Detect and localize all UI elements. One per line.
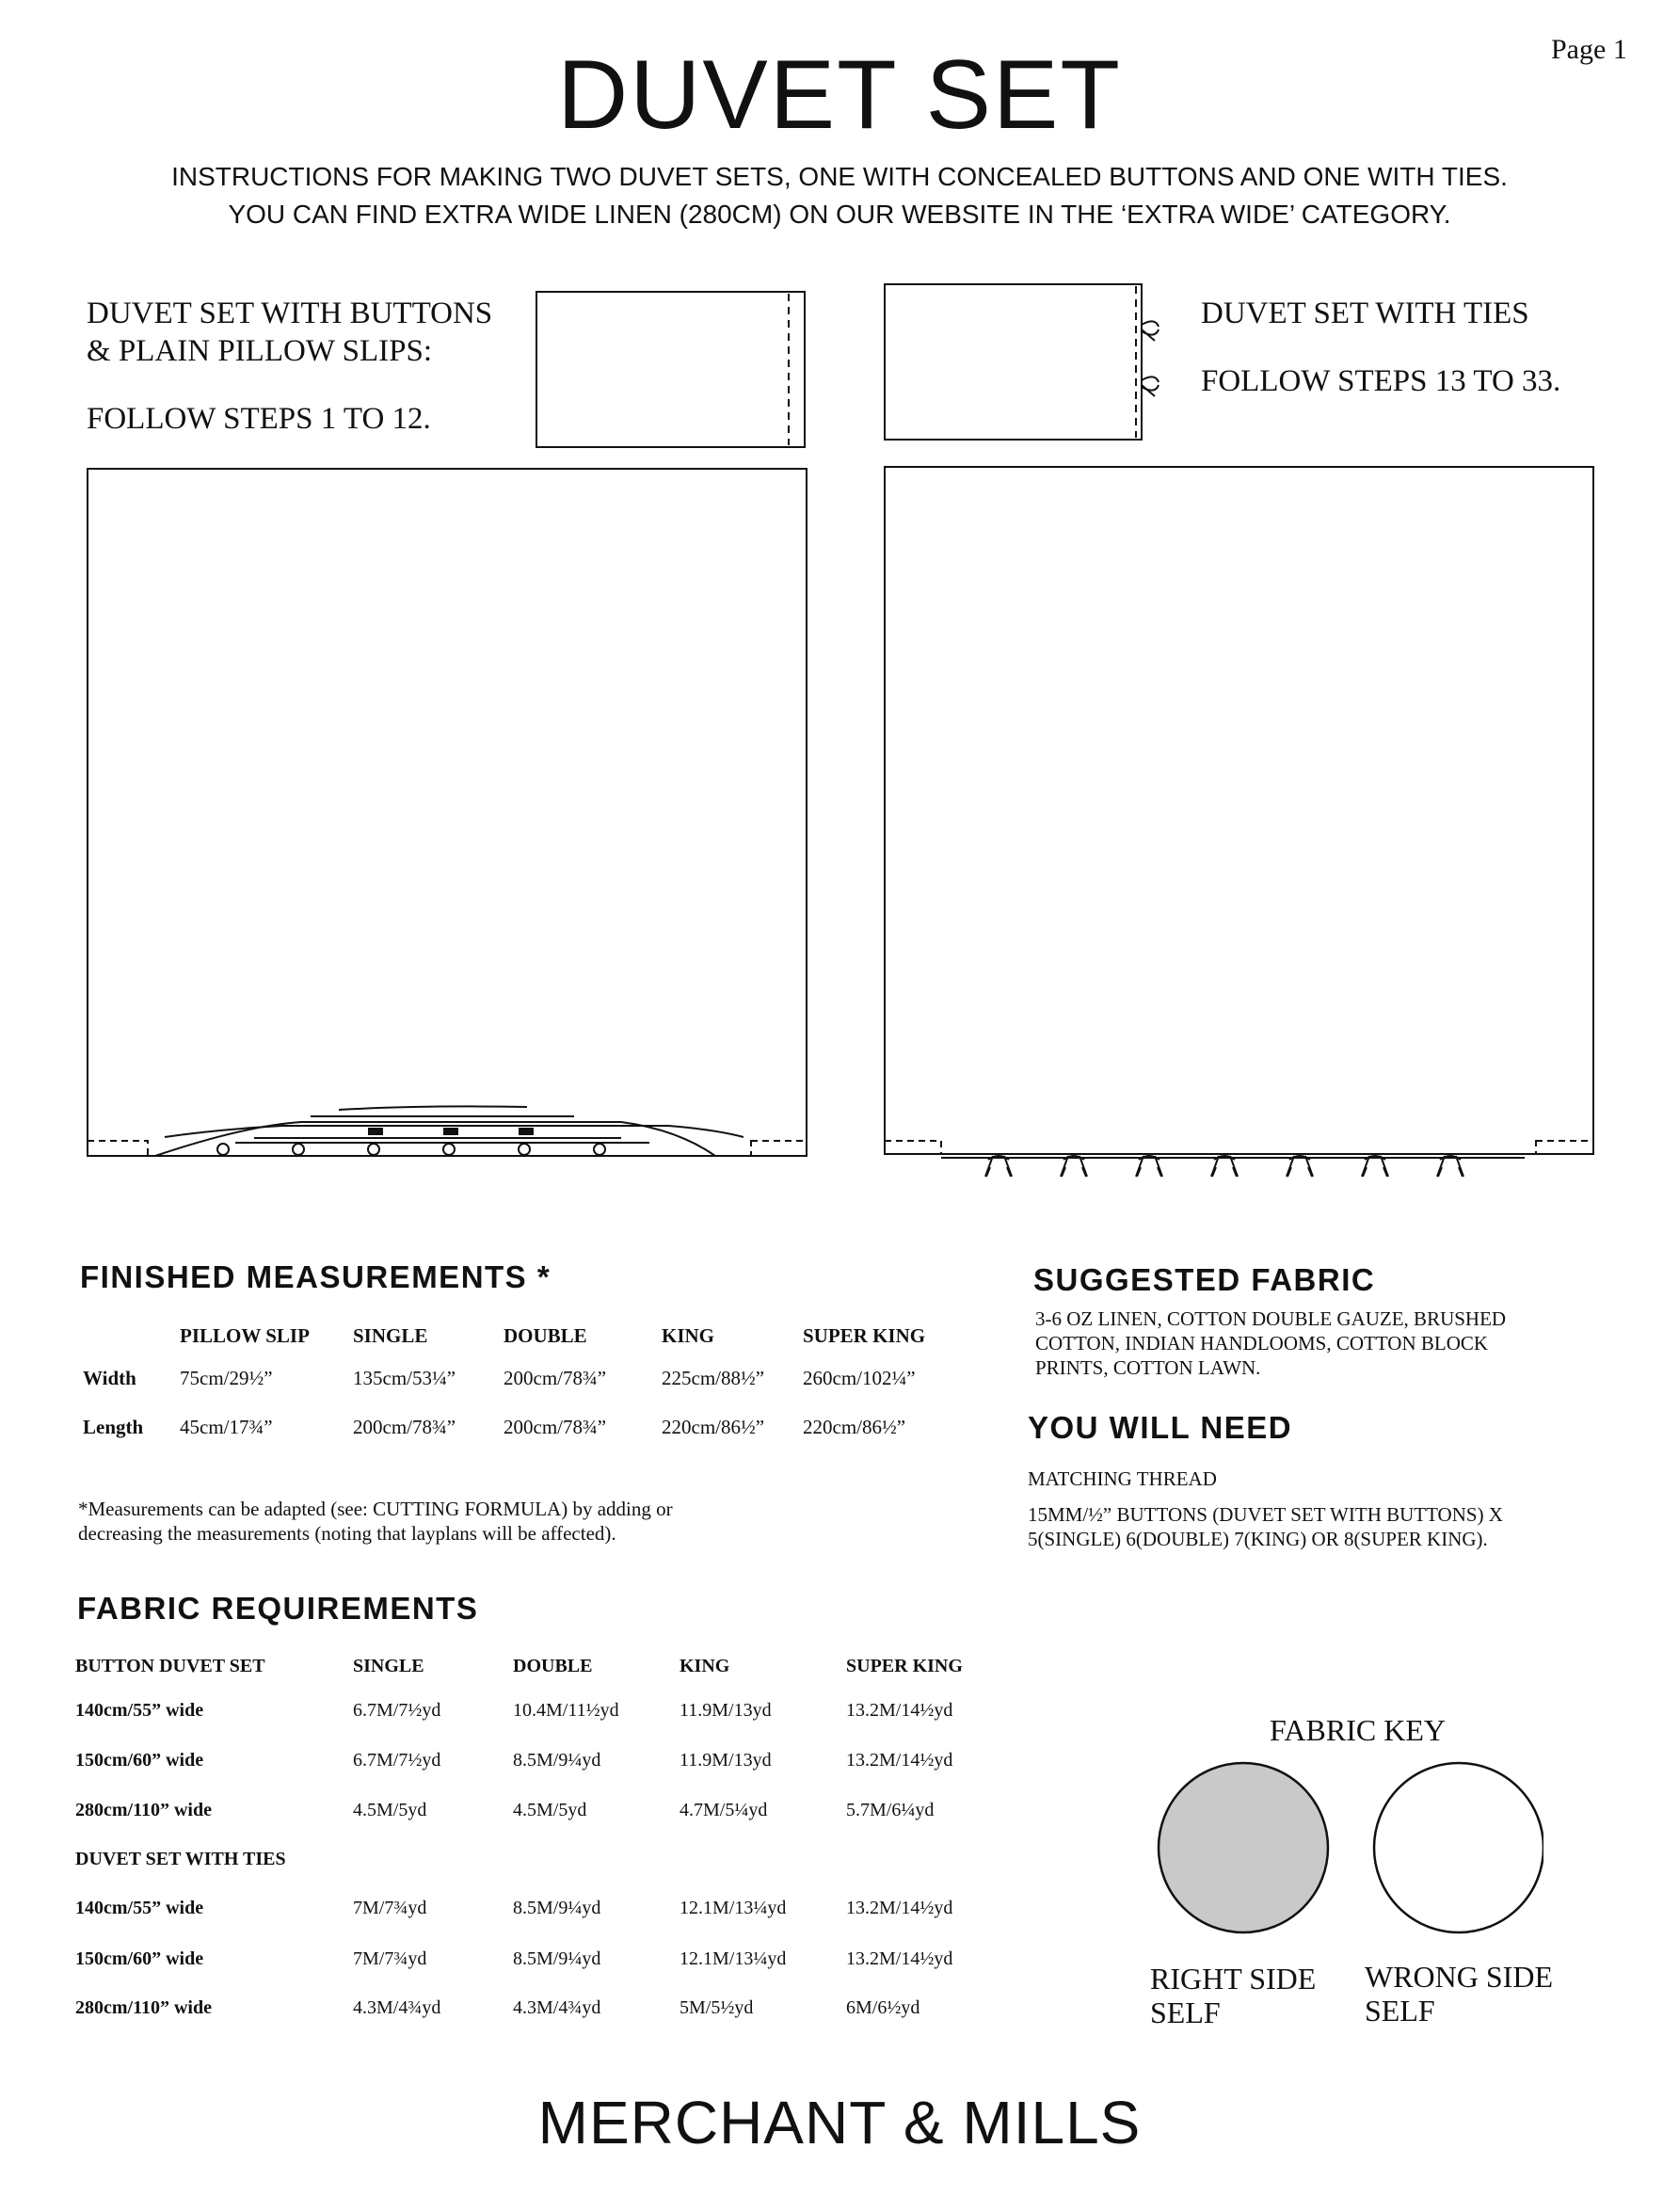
col-single: SINGLE bbox=[353, 1323, 428, 1347]
button-set-line-2: & PLAIN PILLOW SLIPS: bbox=[87, 334, 432, 368]
finished-measurements-heading: FINISHED MEASUREMENTS * bbox=[80, 1259, 552, 1294]
table-row bbox=[75, 1785, 997, 1835]
table-cell: 7M/7¾yd bbox=[353, 1897, 427, 1918]
duvet-buttons-diagram bbox=[88, 469, 807, 1156]
fabric-key-swatches bbox=[1148, 1755, 1543, 1943]
row-label: 280cm/110” wide bbox=[75, 1996, 212, 2018]
table-row bbox=[75, 1883, 997, 1933]
table-cell: 8.5M/9¼yd bbox=[513, 1749, 601, 1771]
table-cell: 220cm/86½” bbox=[662, 1415, 765, 1438]
table-cell: 11.9M/13yd bbox=[680, 1749, 772, 1771]
table-cell: 200cm/78¾” bbox=[504, 1366, 607, 1389]
table-cell: 12.1M/13¼yd bbox=[680, 1948, 787, 1969]
intro-line-2: YOU CAN FIND EXTRA WIDE LINEN (280CM) ON OUR WEBSITE IN THE ‘EXTRA WIDE’ CATEGORY. bbox=[228, 200, 1451, 229]
right-side-label bbox=[1150, 1962, 1316, 2029]
brand-footer: MERCHANT & MILLS bbox=[537, 2089, 1142, 2156]
col-single: SINGLE bbox=[353, 1655, 424, 1676]
pillow-slip-ties-diagram bbox=[885, 284, 1159, 440]
suggested-fabric-line-1: 3-6 OZ LINEN, COTTON DOUBLE GAUZE, BRUSHED bbox=[1035, 1307, 1507, 1330]
col-king: KING bbox=[680, 1655, 730, 1676]
table-cell: 45cm/17¾” bbox=[180, 1415, 273, 1438]
table-cell: 8.5M/9¼yd bbox=[513, 1897, 601, 1918]
you-will-need-heading: YOU WILL NEED bbox=[1028, 1410, 1293, 1445]
duvet-ties-diagram bbox=[885, 467, 1593, 1177]
row-label-length: Length bbox=[83, 1415, 144, 1438]
table-cell: 6M/6½yd bbox=[846, 1996, 920, 2018]
table-cell: 200cm/78¾” bbox=[504, 1415, 607, 1438]
col-double: DOUBLE bbox=[513, 1655, 593, 1676]
wrong-side-swatch-icon bbox=[1374, 1763, 1543, 1932]
table-cell: 75cm/29½” bbox=[180, 1366, 273, 1389]
measurements-table bbox=[83, 1318, 935, 1451]
row-label: 280cm/110” wide bbox=[75, 1799, 212, 1820]
row-label-width: Width bbox=[83, 1366, 136, 1389]
you-will-need-item-buttons bbox=[1028, 1502, 1503, 1551]
page-title: DUVET SET bbox=[557, 40, 1122, 150]
table-cell: 4.3M/4¾yd bbox=[353, 1996, 441, 2018]
table-cell: 8.5M/9¼yd bbox=[513, 1948, 601, 1969]
wrong-side-line-1: WRONG SIDE bbox=[1365, 1960, 1553, 1994]
table-row bbox=[75, 1736, 997, 1785]
right-side-line-1: RIGHT SIDE bbox=[1150, 1962, 1317, 1996]
col-king: KING bbox=[662, 1323, 715, 1347]
wrong-side-line-2: SELF bbox=[1365, 1994, 1435, 2028]
suggested-fabric-heading: SUGGESTED FABRIC bbox=[1033, 1262, 1376, 1297]
buttons-line-1: 15MM/½” BUTTONS (DUVET SET WITH BUTTONS) X bbox=[1028, 1503, 1503, 1526]
fabric-requirements-table bbox=[75, 1647, 997, 2031]
row-label: 140cm/55” wide bbox=[75, 1699, 204, 1721]
table-row bbox=[83, 1403, 935, 1451]
table-cell: 6.7M/7½yd bbox=[353, 1699, 441, 1721]
table-cell: 13.2M/14½yd bbox=[846, 1948, 953, 1969]
col-pillow-slip: PILLOW SLIP bbox=[180, 1323, 310, 1347]
table-cell: 5.7M/6¼yd bbox=[846, 1799, 935, 1820]
table-cell: 13.2M/14½yd bbox=[846, 1699, 953, 1721]
table-cell: 13.2M/14½yd bbox=[846, 1749, 953, 1771]
ties-set-line-1: DUVET SET WITH TIES bbox=[1201, 297, 1529, 330]
table-cell: 6.7M/7½yd bbox=[353, 1749, 441, 1771]
table-row bbox=[75, 1933, 997, 1984]
right-side-swatch-icon bbox=[1159, 1763, 1328, 1932]
table-row bbox=[83, 1354, 935, 1403]
button-set-line-1: DUVET SET WITH BUTTONS bbox=[87, 297, 493, 330]
measurements-note-line-2: decreasing the measurements (noting that layplans will be affected). bbox=[78, 1522, 616, 1545]
table-cell: 13.2M/14½yd bbox=[846, 1897, 953, 1918]
intro-line-1: INSTRUCTIONS FOR MAKING TWO DUVET SETS, ONE WITH CONCEALED BUTTONS AND ONE WITH TIES. bbox=[171, 162, 1508, 191]
suggested-fabric-line-3: PRINTS, COTTON LAWN. bbox=[1035, 1356, 1261, 1379]
table-cell: 260cm/102¼” bbox=[803, 1366, 916, 1389]
ties-set-steps: FOLLOW STEPS 13 TO 33. bbox=[1201, 364, 1561, 398]
measurements-header-row bbox=[83, 1318, 935, 1354]
col-double: DOUBLE bbox=[504, 1323, 587, 1347]
table-cell: 4.5M/5yd bbox=[513, 1799, 587, 1820]
table-cell: 7M/7¾yd bbox=[353, 1948, 427, 1969]
you-will-need-item-thread: MATCHING THREAD bbox=[1028, 1467, 1217, 1490]
table-cell: 4.3M/4¾yd bbox=[513, 1996, 601, 2018]
table-row bbox=[75, 1685, 997, 1736]
suggested-fabric-line-2: COTTON, INDIAN HANDLOOMS, COTTON BLOCK bbox=[1035, 1332, 1489, 1354]
row-label: 140cm/55” wide bbox=[75, 1897, 204, 1918]
table-cell: 135cm/53¼” bbox=[353, 1366, 456, 1389]
fabric-key-title: FABRIC KEY bbox=[1270, 1713, 1446, 1747]
measurements-note bbox=[78, 1497, 673, 1546]
table-cell: 200cm/78¾” bbox=[353, 1415, 456, 1438]
fabric-requirements-heading: FABRIC REQUIREMENTS bbox=[77, 1591, 479, 1626]
ties-set-header-row bbox=[75, 1835, 997, 1883]
table-cell: 5M/5½yd bbox=[680, 1996, 754, 2018]
col-super-king: SUPER KING bbox=[846, 1655, 963, 1676]
wrong-side-label bbox=[1365, 1960, 1553, 2028]
page-number: Page 1 bbox=[1551, 34, 1627, 65]
table-cell: 4.7M/5¼yd bbox=[680, 1799, 768, 1820]
buttons-line-2: 5(SINGLE) 6(DOUBLE) 7(KING) OR 8(SUPER KING). bbox=[1028, 1528, 1488, 1550]
table-cell: 4.5M/5yd bbox=[353, 1799, 427, 1820]
button-set-label-cell: BUTTON DUVET SET bbox=[75, 1655, 265, 1676]
pillow-slip-buttons-diagram bbox=[536, 292, 805, 447]
table-cell: 220cm/86½” bbox=[803, 1415, 906, 1438]
suggested-fabric-text bbox=[1035, 1306, 1506, 1380]
row-label: 150cm/60” wide bbox=[75, 1749, 204, 1771]
ties-set-label-cell: DUVET SET WITH TIES bbox=[75, 1848, 286, 1869]
table-row bbox=[75, 1984, 997, 2031]
requirements-header-row bbox=[75, 1647, 997, 1685]
button-set-steps: FOLLOW STEPS 1 TO 12. bbox=[87, 402, 431, 436]
table-cell: 225cm/88½” bbox=[662, 1366, 765, 1389]
table-cell: 12.1M/13¼yd bbox=[680, 1897, 787, 1918]
table-cell: 10.4M/11½yd bbox=[513, 1699, 619, 1721]
right-side-line-2: SELF bbox=[1150, 1996, 1221, 2029]
measurements-note-line-1: *Measurements can be adapted (see: CUTTING FORMULA) by adding or bbox=[78, 1498, 673, 1520]
table-cell: 11.9M/13yd bbox=[680, 1699, 772, 1721]
col-super-king: SUPER KING bbox=[803, 1323, 926, 1347]
row-label: 150cm/60” wide bbox=[75, 1948, 204, 1969]
